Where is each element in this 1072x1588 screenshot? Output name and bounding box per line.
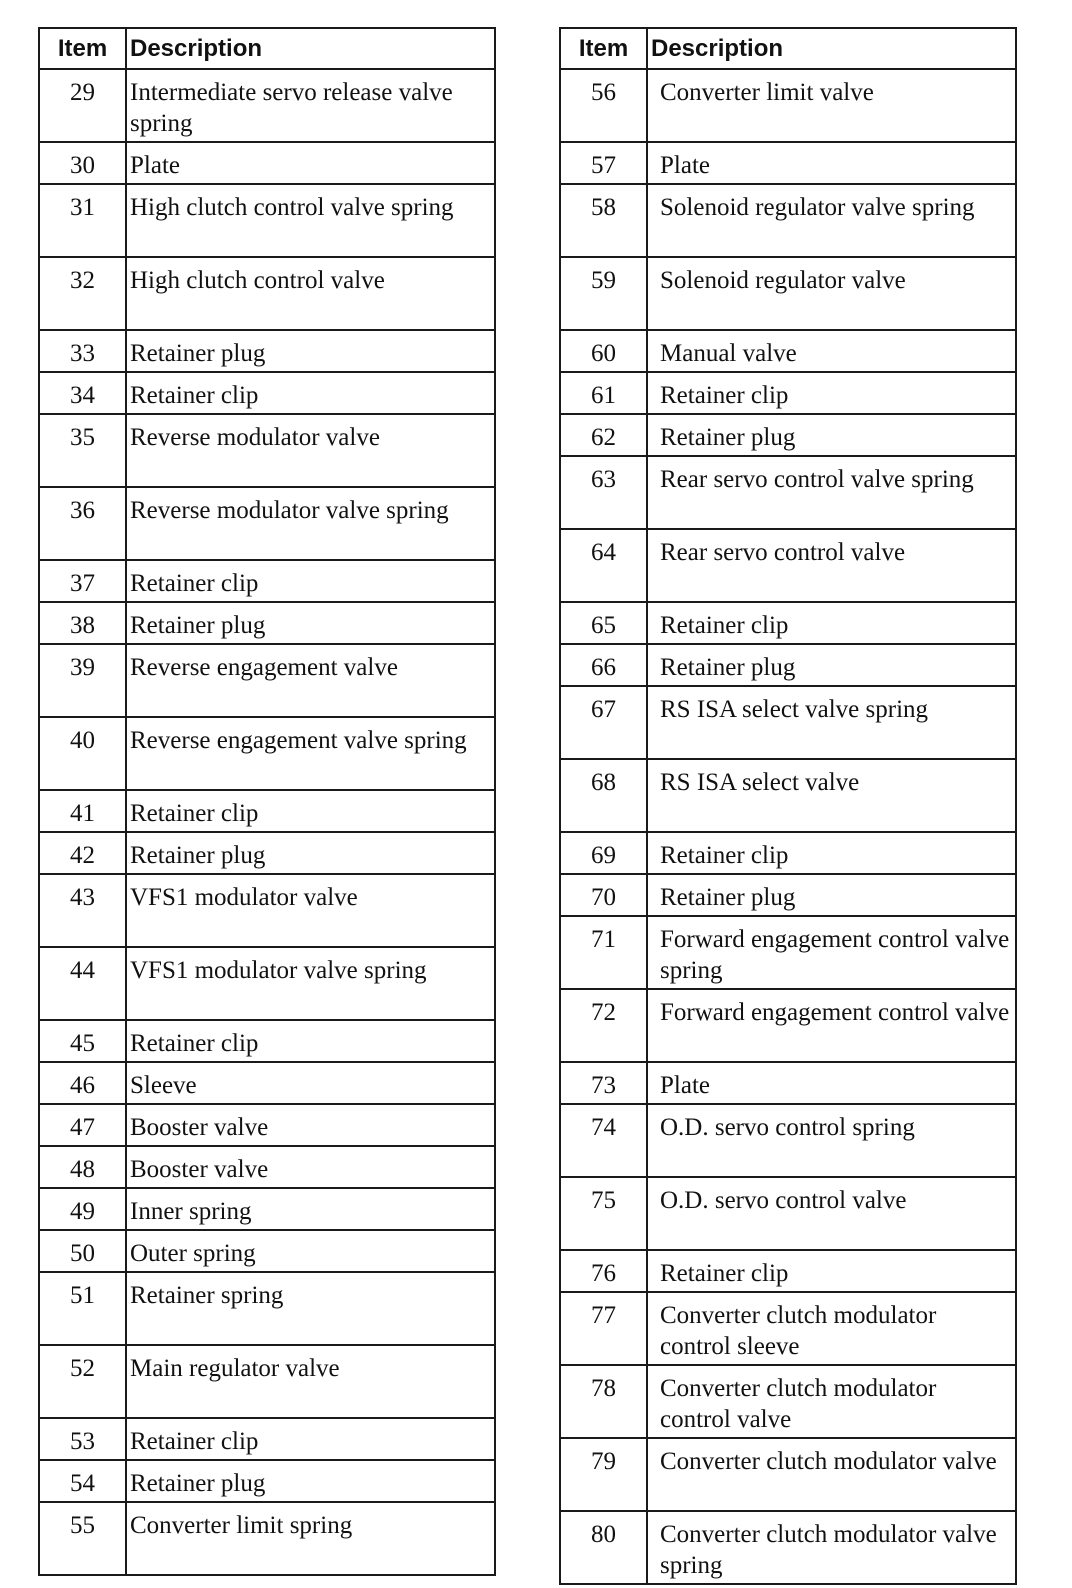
item-number-cell: 50 [39, 1230, 126, 1272]
item-number-cell: 40 [39, 717, 126, 790]
table-row [560, 1177, 1016, 1250]
description-cell: Booster valve [126, 1104, 495, 1146]
item-number-cell: 57 [560, 142, 647, 184]
description-cell: Solenoid regulator valve spring [647, 184, 1016, 257]
item-number-cell: 32 [39, 257, 126, 330]
table-row [39, 717, 495, 790]
item-number-cell: 46 [39, 1062, 126, 1104]
table-row [39, 1460, 495, 1502]
item-number-cell: 34 [39, 372, 126, 414]
table-row [39, 1345, 495, 1418]
parts-table-right [559, 27, 1017, 1585]
table-row [560, 330, 1016, 372]
table-row [560, 989, 1016, 1062]
table-row [39, 257, 495, 330]
item-number-cell: 31 [39, 184, 126, 257]
item-number-cell: 39 [39, 644, 126, 717]
item-number-cell: 52 [39, 1345, 126, 1418]
table-row [560, 874, 1016, 916]
table-row [39, 69, 495, 142]
description-cell: Converter clutch modulator control sleeve [647, 1292, 1016, 1365]
table-row [39, 1230, 495, 1272]
item-number-cell: 59 [560, 257, 647, 330]
item-number-cell: 72 [560, 989, 647, 1062]
description-cell: RS ISA select valve [647, 759, 1016, 832]
header-row [39, 28, 495, 69]
description-cell: Solenoid regulator valve [647, 257, 1016, 330]
description-cell: Converter clutch modulator valve spring [647, 1511, 1016, 1584]
description-cell: High clutch control valve spring [126, 184, 495, 257]
table-row [39, 790, 495, 832]
table-row [39, 1502, 495, 1575]
item-number-cell: 77 [560, 1292, 647, 1365]
table-row [560, 602, 1016, 644]
item-number-cell: 47 [39, 1104, 126, 1146]
description-cell: Reverse modulator valve [126, 414, 495, 487]
item-number-cell: 78 [560, 1365, 647, 1438]
item-column-header: Item [39, 28, 126, 69]
description-cell: Retainer plug [647, 644, 1016, 686]
table-row [560, 759, 1016, 832]
item-number-cell: 54 [39, 1460, 126, 1502]
table-row [560, 372, 1016, 414]
table-row [39, 1020, 495, 1062]
description-cell: Converter clutch modulator control valve [647, 1365, 1016, 1438]
description-cell: Retainer clip [126, 790, 495, 832]
table-row [39, 184, 495, 257]
description-cell: Retainer spring [126, 1272, 495, 1345]
table-row [560, 529, 1016, 602]
parts-table-left-body [39, 69, 495, 1575]
description-cell: Booster valve [126, 1146, 495, 1188]
item-number-cell: 43 [39, 874, 126, 947]
parts-table-right-body [560, 69, 1016, 1584]
description-cell: Retainer clip [126, 372, 495, 414]
description-cell: RS ISA select valve spring [647, 686, 1016, 759]
item-number-cell: 55 [39, 1502, 126, 1575]
description-cell: Retainer plug [647, 874, 1016, 916]
table-row [39, 644, 495, 717]
table-row [39, 1104, 495, 1146]
item-number-cell: 30 [39, 142, 126, 184]
description-cell: Retainer clip [647, 372, 1016, 414]
description-cell: Plate [647, 1062, 1016, 1104]
description-cell: Forward engagement control valve [647, 989, 1016, 1062]
item-number-cell: 65 [560, 602, 647, 644]
header-row [560, 28, 1016, 69]
description-column-header: Description [647, 28, 1016, 69]
parts-table-left [38, 27, 496, 1576]
description-cell: Converter limit spring [126, 1502, 495, 1575]
description-cell: High clutch control valve [126, 257, 495, 330]
description-cell: Retainer clip [647, 602, 1016, 644]
item-number-cell: 42 [39, 832, 126, 874]
description-cell: Retainer clip [647, 832, 1016, 874]
description-cell: Reverse engagement valve [126, 644, 495, 717]
description-cell: Rear servo control valve spring [647, 456, 1016, 529]
description-cell: Retainer plug [126, 1460, 495, 1502]
item-number-cell: 44 [39, 947, 126, 1020]
description-cell: Sleeve [126, 1062, 495, 1104]
table-row [39, 874, 495, 947]
item-number-cell: 70 [560, 874, 647, 916]
description-cell: VFS1 modulator valve [126, 874, 495, 947]
item-number-cell: 66 [560, 644, 647, 686]
description-column-header: Description [126, 28, 495, 69]
description-cell: Outer spring [126, 1230, 495, 1272]
table-row [39, 1146, 495, 1188]
table-row [560, 1511, 1016, 1584]
description-cell: Converter limit valve [647, 69, 1016, 142]
table-row [560, 257, 1016, 330]
item-number-cell: 48 [39, 1146, 126, 1188]
item-number-cell: 75 [560, 1177, 647, 1250]
table-row [39, 1418, 495, 1460]
description-cell: Retainer plug [647, 414, 1016, 456]
item-number-cell: 51 [39, 1272, 126, 1345]
description-cell: Converter clutch modulator valve [647, 1438, 1016, 1511]
table-row [560, 184, 1016, 257]
table-row [560, 686, 1016, 759]
table-row [39, 560, 495, 602]
item-number-cell: 73 [560, 1062, 647, 1104]
item-number-cell: 76 [560, 1250, 647, 1292]
item-number-cell: 38 [39, 602, 126, 644]
description-cell: O.D. servo control spring [647, 1104, 1016, 1177]
table-row [39, 947, 495, 1020]
table-row [39, 414, 495, 487]
item-number-cell: 36 [39, 487, 126, 560]
table-row [39, 372, 495, 414]
table-row [39, 1062, 495, 1104]
table-row [560, 1250, 1016, 1292]
table-row [39, 487, 495, 560]
item-number-cell: 53 [39, 1418, 126, 1460]
item-number-cell: 80 [560, 1511, 647, 1584]
description-cell: VFS1 modulator valve spring [126, 947, 495, 1020]
table-row [560, 142, 1016, 184]
table-row [39, 142, 495, 184]
table-row [560, 1292, 1016, 1365]
item-number-cell: 62 [560, 414, 647, 456]
table-row [560, 1062, 1016, 1104]
item-number-cell: 60 [560, 330, 647, 372]
description-cell: Rear servo control valve [647, 529, 1016, 602]
description-cell: Retainer plug [126, 602, 495, 644]
description-cell: Retainer clip [647, 1250, 1016, 1292]
description-cell: Retainer plug [126, 330, 495, 372]
description-cell: Plate [647, 142, 1016, 184]
description-cell: Retainer clip [126, 1418, 495, 1460]
table-row [560, 916, 1016, 989]
item-number-cell: 56 [560, 69, 647, 142]
table-row [39, 1188, 495, 1230]
item-number-cell: 79 [560, 1438, 647, 1511]
item-number-cell: 74 [560, 1104, 647, 1177]
item-number-cell: 35 [39, 414, 126, 487]
item-column-header: Item [560, 28, 647, 69]
description-cell: O.D. servo control valve [647, 1177, 1016, 1250]
item-number-cell: 64 [560, 529, 647, 602]
description-cell: Main regulator valve [126, 1345, 495, 1418]
description-cell: Retainer clip [126, 1020, 495, 1062]
item-number-cell: 41 [39, 790, 126, 832]
item-number-cell: 71 [560, 916, 647, 989]
description-cell: Reverse modulator valve spring [126, 487, 495, 560]
table-row [39, 330, 495, 372]
table-row [39, 1272, 495, 1345]
item-number-cell: 45 [39, 1020, 126, 1062]
item-number-cell: 37 [39, 560, 126, 602]
description-cell: Intermediate servo release valve spring [126, 69, 495, 142]
description-cell: Plate [126, 142, 495, 184]
description-cell: Manual valve [647, 330, 1016, 372]
item-number-cell: 63 [560, 456, 647, 529]
table-row [560, 832, 1016, 874]
table-row [39, 832, 495, 874]
item-number-cell: 67 [560, 686, 647, 759]
table-row [560, 69, 1016, 142]
item-number-cell: 33 [39, 330, 126, 372]
description-cell: Retainer plug [126, 832, 495, 874]
item-number-cell: 58 [560, 184, 647, 257]
item-number-cell: 49 [39, 1188, 126, 1230]
item-number-cell: 29 [39, 69, 126, 142]
item-number-cell: 69 [560, 832, 647, 874]
description-cell: Retainer clip [126, 560, 495, 602]
description-cell: Reverse engagement valve spring [126, 717, 495, 790]
table-row [560, 1104, 1016, 1177]
item-number-cell: 68 [560, 759, 647, 832]
table-row [560, 1365, 1016, 1438]
description-cell: Forward engagement control valve spring [647, 916, 1016, 989]
description-cell: Inner spring [126, 1188, 495, 1230]
table-row [560, 1438, 1016, 1511]
table-row [560, 644, 1016, 686]
table-row [560, 456, 1016, 529]
table-row [39, 602, 495, 644]
item-number-cell: 61 [560, 372, 647, 414]
table-row [560, 414, 1016, 456]
